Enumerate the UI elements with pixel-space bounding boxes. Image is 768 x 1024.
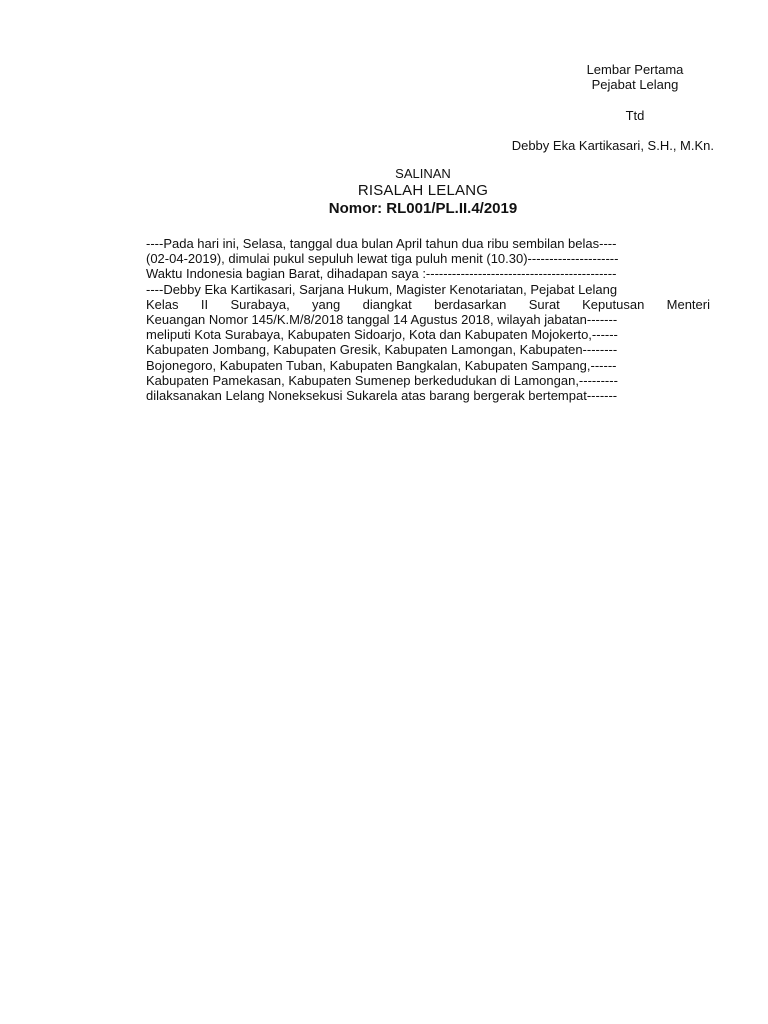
body-line: Keuangan Nomor 145/K.M/8/2018 tanggal 14 Agustus 2018, wilayah jabatan------- — [146, 312, 618, 328]
body-line: ----Debby Eka Kartikasari, Sarjana Hukum, Magister Kenotariatan, Pejabat Lelang — [146, 281, 618, 297]
official-title: Pejabat Lelang — [591, 77, 679, 92]
signer-name: Debby Eka Kartikasari, S.H., M.Kn. — [511, 138, 714, 153]
body-line: Kabupaten Jombang, Kabupaten Gresik, Kabupaten Lamongan, Kabupaten-------- — [146, 342, 618, 358]
document-number: Nomor: RL001/PL.II.4/2019 — [328, 200, 518, 217]
signature-mark: Ttd — [625, 108, 645, 123]
copy-label: Lembar Pertama — [586, 62, 684, 77]
body-line: meliputi Kota Surabaya, Kabupaten Sidoarjo, Kota dan Kabupaten Mojokerto,------ — [146, 327, 618, 343]
body-line: Kelas II Surabaya, yang diangkat berdasarkan Surat Keputusan Menteri — [146, 296, 710, 312]
body-paragraph — [146, 236, 710, 403]
body-line: dilaksanakan Lelang Noneksekusi Sukarela atas barang bergerak bertempat------- — [146, 388, 618, 404]
body-line: Kabupaten Pamekasan, Kabupaten Sumenep berkedudukan di Lamongan,--------- — [146, 372, 618, 388]
body-line: ----Pada hari ini, Selasa, tanggal dua bulan April tahun dua ribu sembilan belas---- — [146, 236, 617, 251]
copy-heading: SALINAN — [395, 166, 451, 181]
copy-label-block — [560, 62, 710, 92]
document-title: RISALAH LELANG — [357, 182, 489, 199]
body-line: Waktu Indonesia bagian Barat, dihadapan saya :-------------------------------------------- — [146, 266, 617, 282]
body-line: (02-04-2019), dimulai pukul sepuluh lewat tiga puluh menit (10.30)--------------------- — [146, 251, 619, 267]
body-line: Bojonegoro, Kabupaten Tuban, Kabupaten Bangkalan, Kabupaten Sampang,------ — [146, 357, 617, 373]
